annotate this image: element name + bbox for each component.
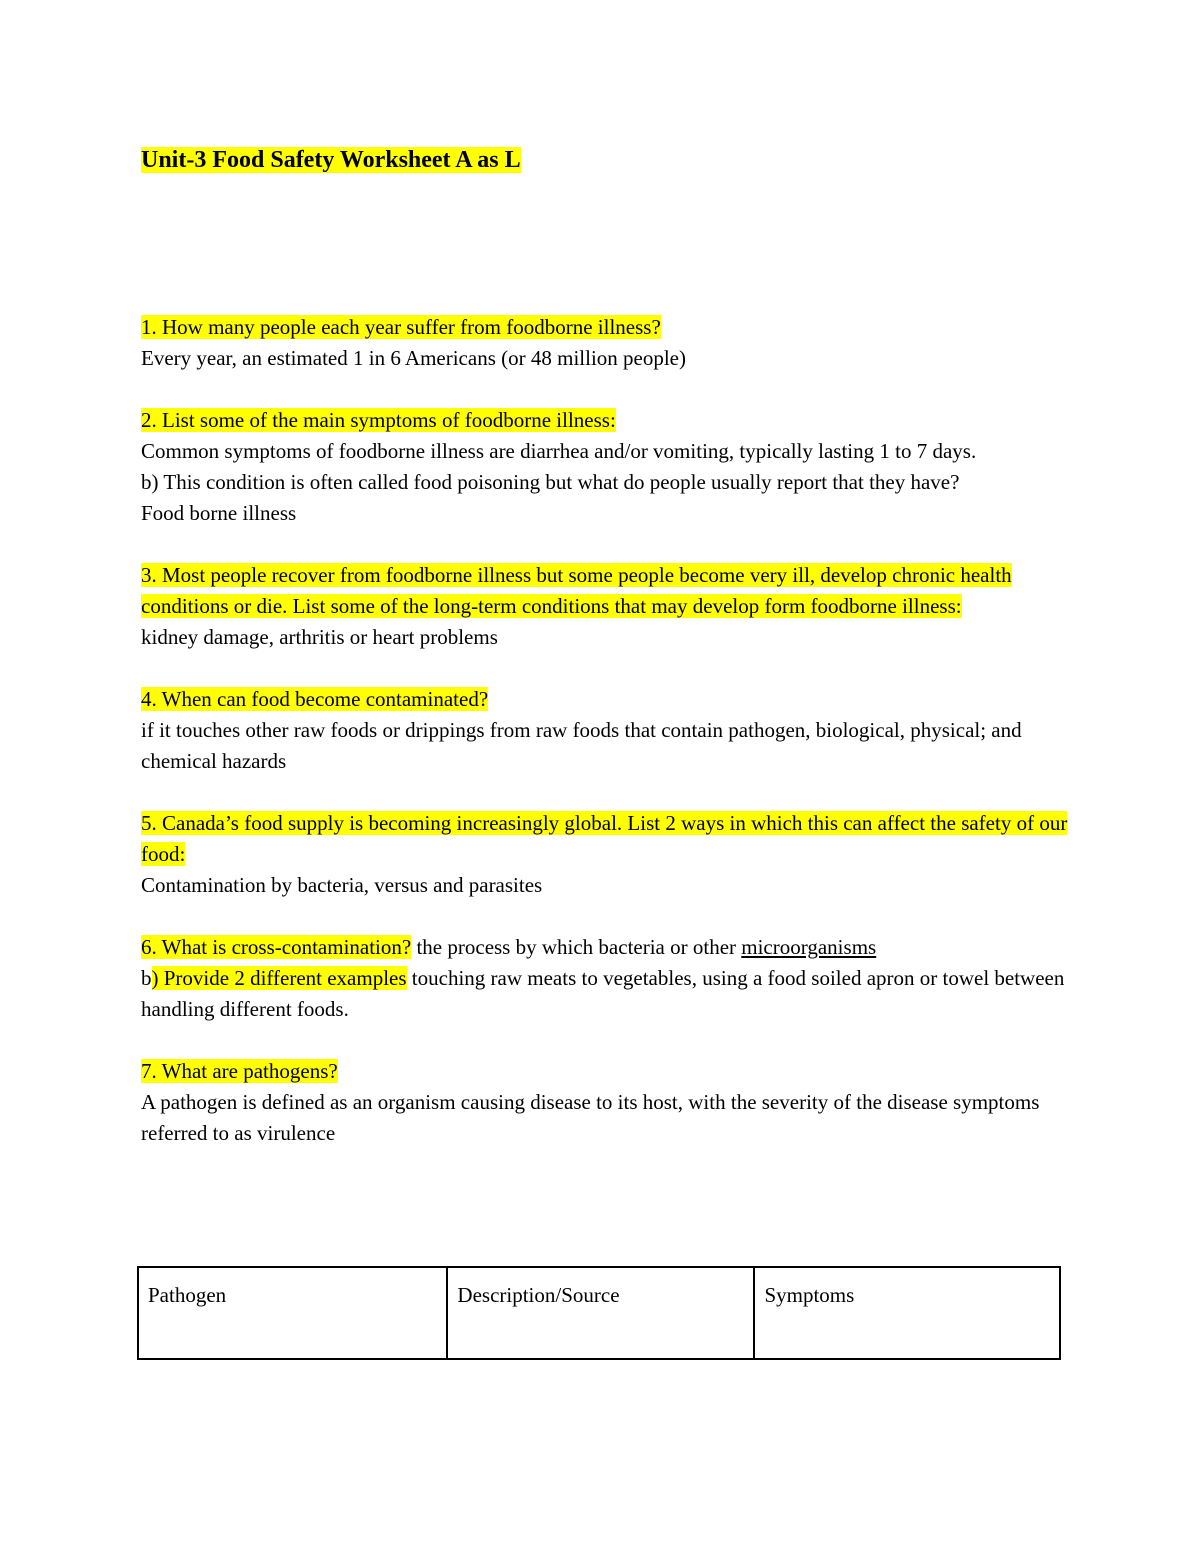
table-header-row (138, 1267, 1060, 1359)
question-6b-highlight: ) Provide 2 different examples (151, 966, 407, 990)
title-text: Unit-3 Food Safety Worksheet A as L (141, 147, 521, 173)
question-2b-text: b) This condition is often called food poisoning but what do people usually report that they have? (141, 470, 960, 494)
question-2 (141, 405, 1071, 529)
question-4 (141, 684, 1071, 777)
answer-6-underlined: microorganisms (741, 935, 877, 959)
question-5-text: 5. Canada’s food supply is becoming increasingly global. List 2 ways in which this can affect the safety of our food: (141, 811, 1068, 866)
question-5 (141, 808, 1071, 901)
question-3 (141, 560, 1071, 653)
question-1-text: 1. How many people each year suffer from foodborne illness? (141, 315, 661, 339)
answer-7-text: A pathogen is defined as an organism causing disease to its host, with the severity of the disease symptoms referred to as virulence (141, 1090, 1040, 1145)
answer-6-text: the process by which bacteria or other (411, 935, 742, 959)
answer-4-text: if it touches other raw foods or drippings from raw foods that contain pathogen, biological, physical; and chemical hazards (141, 718, 1022, 773)
question-6b-text (141, 963, 1071, 1025)
answer-2b-text: Food borne illness (141, 501, 297, 525)
pathogen-table-wrapper (137, 1266, 1061, 1360)
page-title (141, 143, 1071, 177)
question-4-text: 4. When can food become contaminated? (141, 687, 489, 711)
question-6-text (141, 932, 1071, 963)
worksheet-content (141, 143, 1071, 1180)
question-6-highlight: 6. What is cross-contamination? (141, 935, 412, 959)
answer-3-text: kidney damage, arthritis or heart problems (141, 625, 498, 649)
answer-5-text: Contamination by bacteria, versus and parasites (141, 873, 543, 897)
answer-1-text: Every year, an estimated 1 in 6 Americans (or 48 million people) (141, 346, 686, 370)
question-6 (141, 932, 1071, 1025)
answer-6b-text: touching raw meats to vegetables, using a food soiled apron or towel between handling different foods. (141, 966, 1065, 1021)
table-header-description: Description/Source (447, 1267, 754, 1359)
question-3-text: 3. Most people recover from foodborne illness but some people become very ill, develop chronic health conditions or die. List some of the long-term conditions that may develop form foodborne illness: (141, 563, 1012, 618)
answer-2-text: Common symptoms of foodborne illness are diarrhea and/or vomiting, typically lasting 1 to 7 days. (141, 439, 977, 463)
pathogen-table (137, 1266, 1061, 1360)
question-7-text: 7. What are pathogens? (141, 1059, 338, 1083)
question-6b-prefix: b (141, 966, 152, 990)
question-7 (141, 1056, 1071, 1149)
table-header-symptoms: Symptoms (754, 1267, 1060, 1359)
table-header-pathogen: Pathogen (138, 1267, 447, 1359)
question-2-text: 2. List some of the main symptoms of foodborne illness: (141, 408, 616, 432)
question-1 (141, 312, 1071, 374)
